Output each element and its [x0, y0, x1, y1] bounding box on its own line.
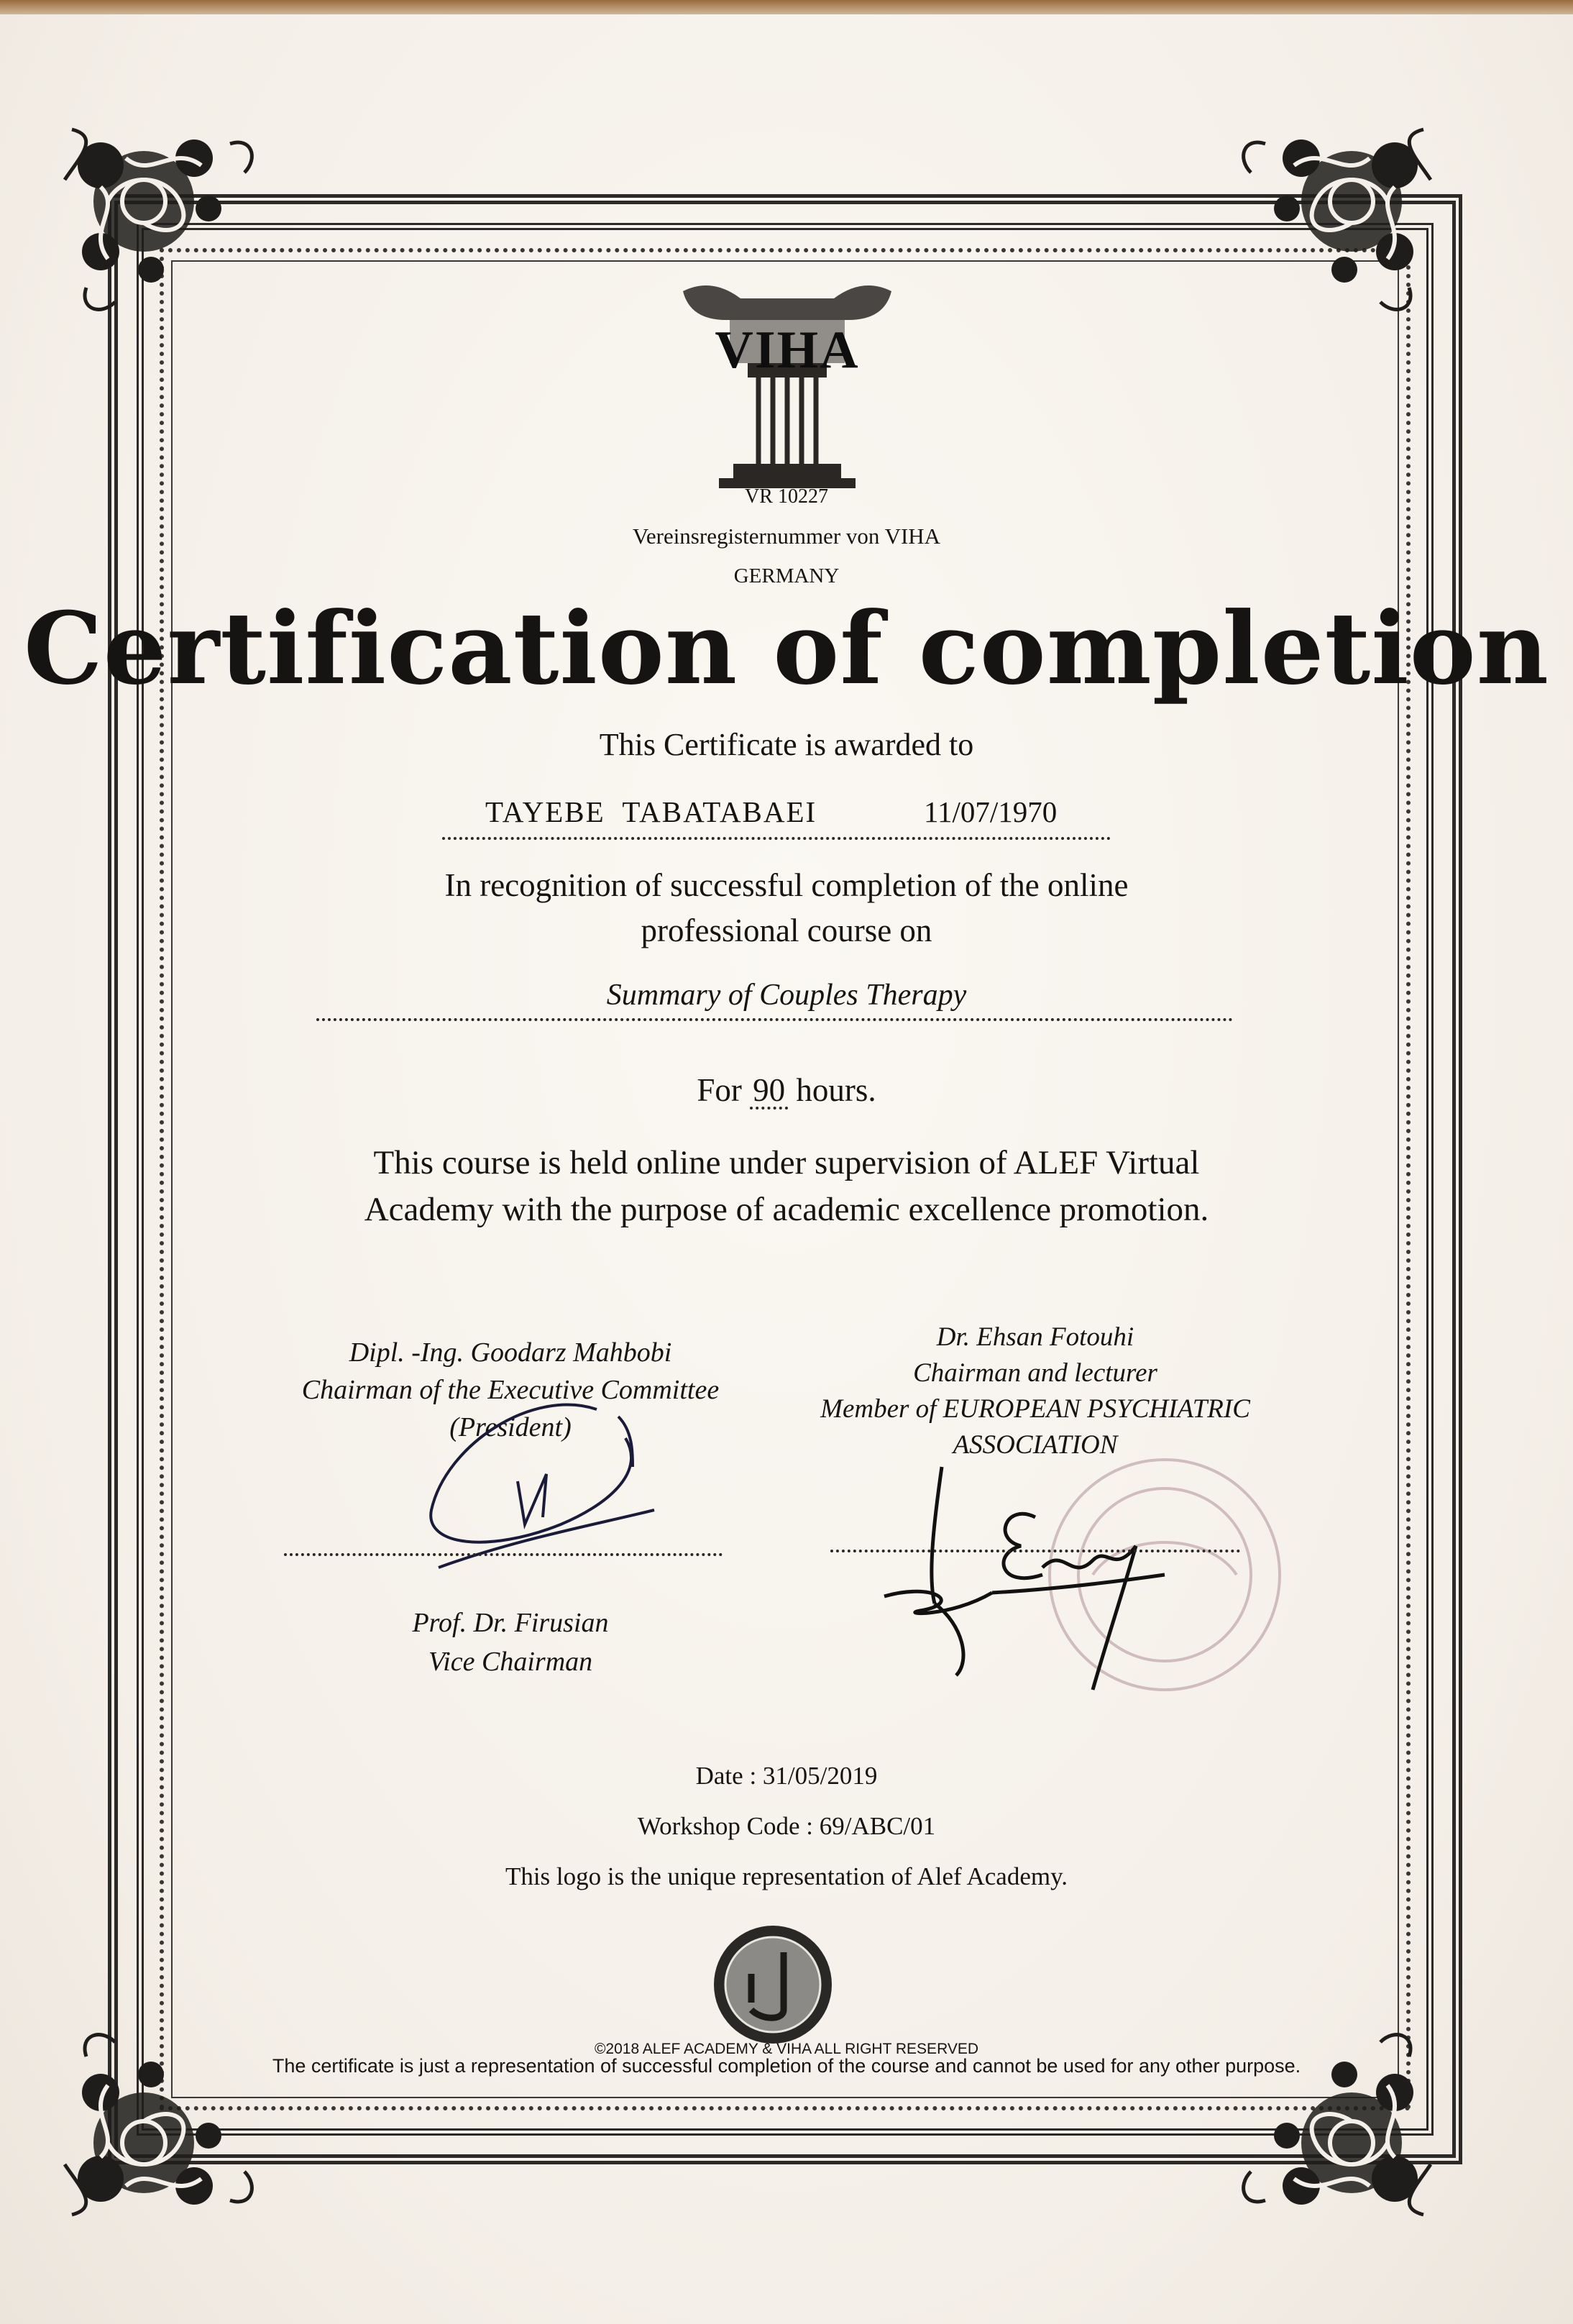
- certificate-title: Certification of completion: [23, 590, 1550, 707]
- recognition-line-1: In recognition of successful completion of the online: [444, 867, 1129, 903]
- recipient-birth-date: 11/07/1970: [924, 795, 1058, 828]
- signature-line-right: [830, 1550, 1240, 1552]
- signatory-right-member: Member of EUROPEAN PSYCHIATRIC: [820, 1394, 1250, 1424]
- signatory-right-title: Chairman and lecturer: [913, 1358, 1157, 1388]
- viha-column-logo-icon: [669, 277, 906, 493]
- signatory-right: [776, 1319, 1294, 1463]
- copyright-notice: ©2018 ALEF ACADEMY & VIHA ALL RIGHT RESERVED: [594, 2041, 979, 2057]
- recognition-line-2: professional course on: [641, 912, 932, 948]
- course-hours: [0, 1071, 1573, 1110]
- country: GERMANY: [733, 564, 840, 587]
- vice-chairman-title: Vice Chairman: [428, 1647, 593, 1677]
- signature-right-icon: [877, 1460, 1179, 1697]
- recipient-name: TAYEBE TABATABAEI: [485, 795, 817, 828]
- hours-prefix: For: [697, 1072, 742, 1108]
- registry-label: Vereinsregisternummer von VIHA: [632, 523, 941, 549]
- supervision-line-2: Academy with the purpose of academic excellence promotion.: [364, 1191, 1209, 1228]
- viha-logo-text: VIHA: [715, 321, 860, 380]
- logo-note: This logo is the unique representation of Alef Academy.: [505, 1862, 1068, 1890]
- corner-ornament-icon: [58, 115, 273, 331]
- supervision-line-1: This course is held online under supervision of ALEF Virtual: [373, 1144, 1200, 1181]
- hours-value: 90: [750, 1074, 788, 1110]
- vice-chairman-name: Prof. Dr. Firusian: [412, 1608, 609, 1638]
- signatory-left-name: Dipl. -Ing. Goodarz Mahbobi: [349, 1337, 672, 1368]
- corner-ornament-icon: [1222, 115, 1438, 331]
- hours-suffix: hours.: [796, 1072, 876, 1108]
- signatory-left-title: Chairman of the Executive Committee: [301, 1375, 720, 1405]
- issue-date: Date : 31/05/2019: [695, 1762, 878, 1790]
- registry-number: VR 10227: [745, 485, 828, 508]
- disclaimer: The certificate is just a representation of successful completion of the course and cannot be used for any other purpose.: [272, 2055, 1301, 2077]
- vice-chairman: [302, 1604, 719, 1681]
- signatory-left-role: (President): [449, 1412, 572, 1442]
- workshop-code: Workshop Code : 69/ABC/01: [637, 1812, 936, 1840]
- awarded-to-label: This Certificate is awarded to: [599, 727, 974, 762]
- signatory-right-association: ASSOCIATION: [953, 1430, 1118, 1460]
- course-name: Summary of Couples Therapy: [606, 979, 967, 1012]
- signature-line-left: [284, 1553, 723, 1556]
- signatory-right-name: Dr. Ehsan Fotouhi: [936, 1322, 1134, 1352]
- alef-academy-seal-icon: [712, 1923, 834, 2046]
